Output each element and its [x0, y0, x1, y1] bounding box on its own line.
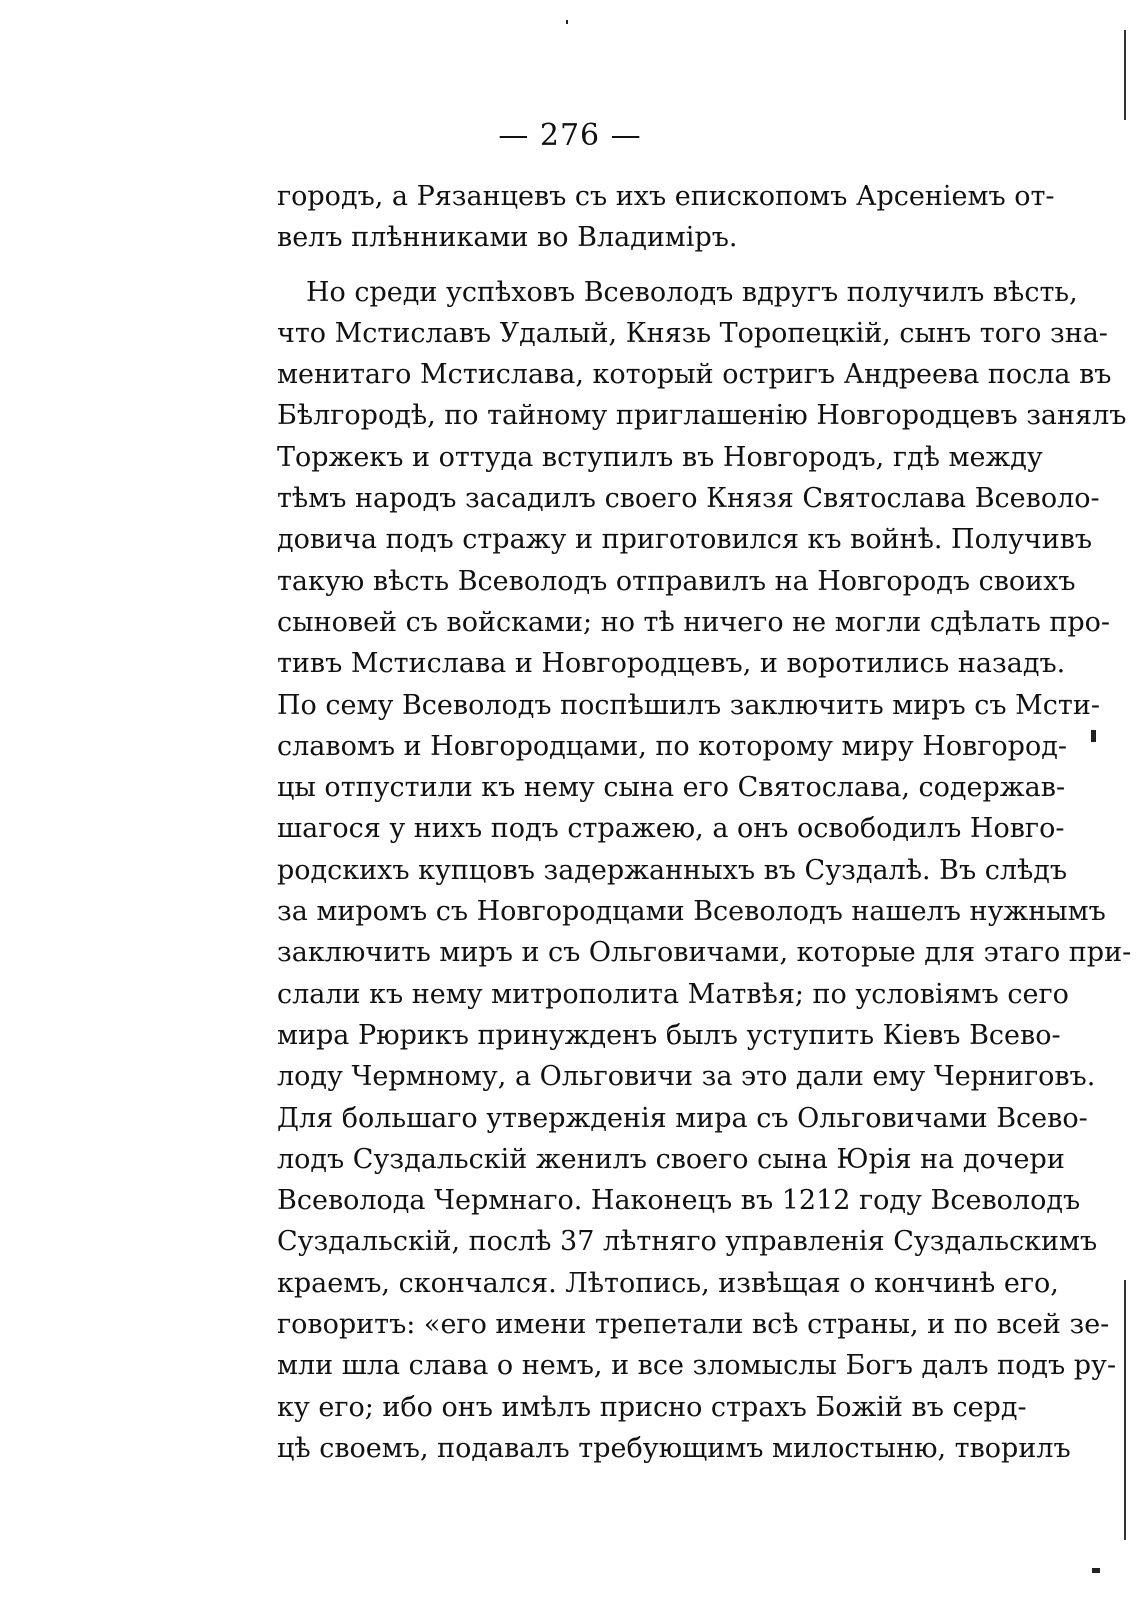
- text-line: говоритъ: «его имени трепетали всѣ страны, и по всей зе-: [277, 1309, 1110, 1341]
- text-line: велъ плѣнниками во Владиміръ.: [277, 222, 738, 254]
- text-line: заключить миръ и съ Ольговичами, которые для этаго при-: [277, 937, 1132, 969]
- scan-speck: [1092, 1568, 1100, 1573]
- text-line: мли шла слава о немъ, и все зломыслы Богъ далъ подъ ру-: [277, 1350, 1117, 1382]
- text-line: Бѣлгородѣ, по тайному приглашенію Новгородцевъ занялъ: [277, 400, 1127, 432]
- text-line: лоду Чермному, а Ольговичи за это дали ему Черниговъ.: [277, 1061, 1096, 1093]
- text-line: тивъ Мстислава и Новгородцевъ, и воротились назадъ.: [277, 648, 1066, 680]
- text-line: краемъ, скончался. Лѣтопись, извѣщая о кончинѣ его,: [277, 1267, 1059, 1299]
- text-line: Всеволода Чермнаго. Наконецъ въ 1212 году Всеволодъ: [277, 1185, 1081, 1217]
- text-line: тѣмъ народъ засадилъ своего Князя Святослава Всеволо-: [277, 483, 1100, 515]
- scan-edge-line: [1124, 30, 1126, 120]
- text-line: Суздальскій, послѣ 37 лѣтняго управленія Суздальскимъ: [277, 1226, 1098, 1258]
- text-line: родскихъ купцовъ задержанныхъ въ Суздалѣ. Въ слѣдъ: [277, 854, 1068, 886]
- text-line: что Мстиславъ Удалый, Князь Торопецкій, сынъ того зна-: [277, 317, 1108, 349]
- scan-edge-line: [1124, 1280, 1126, 1540]
- text-line: цы отпустили къ нему сына его Святослава, содержав-: [277, 772, 1066, 804]
- text-line: менитаго Мстислава, который остригъ Андреева посла въ: [277, 359, 1112, 391]
- text-line: мира Рюрикъ принужденъ былъ уступить Кіевъ Всево-: [277, 1019, 1061, 1051]
- text-line: Но среди успѣховъ Всеволодъ вдругъ получилъ вѣсть,: [306, 276, 1078, 308]
- text-line: ку его; ибо онъ имѣлъ присно страхъ Божій въ серд-: [277, 1391, 1027, 1423]
- text-line: сыновей съ войсками; но тѣ ничего не могли сдѣлать про-: [277, 606, 1111, 638]
- text-line: шагося у нихъ подъ стражею, а онъ освободилъ Новго-: [277, 813, 1065, 845]
- text-line: за миромъ съ Новгородцами Всеволодъ нашелъ нужнымъ: [277, 896, 1106, 928]
- text-line: такую вѣсть Всеволодъ отправилъ на Новгородъ своихъ: [277, 565, 1076, 597]
- text-line: лодъ Суздальскій женилъ своего сына Юрія на дочери: [277, 1143, 1065, 1175]
- text-line: слали къ нему митрополита Матвѣя; по условіямъ сего: [277, 978, 1069, 1010]
- text-line: довича подъ стражу и приготовился къ войнѣ. Получивъ: [277, 524, 1093, 556]
- text-line: Для большаго утвержденія мира съ Ольговичами Всево-: [277, 1102, 1088, 1134]
- body-text: [277, 176, 1132, 1469]
- scan-speck: [1091, 730, 1096, 742]
- text-line: славомъ и Новгородцами, по которому миру Новгород-: [277, 730, 1067, 762]
- page-number: — 276 —: [498, 118, 642, 153]
- text-line: По сему Всеволодъ поспѣшилъ заключить миръ съ Мсти-: [277, 689, 1100, 721]
- text-line: городъ, а Рязанцевъ съ ихъ епископомъ Арсеніемъ от-: [277, 181, 1055, 212]
- scan-speck: [566, 20, 568, 24]
- text-line: цѣ своемъ, подавалъ требующимъ милостыню, творилъ: [277, 1432, 1071, 1464]
- text-line: Торжекъ и оттуда вступилъ въ Новгородъ, гдѣ между: [277, 441, 1043, 473]
